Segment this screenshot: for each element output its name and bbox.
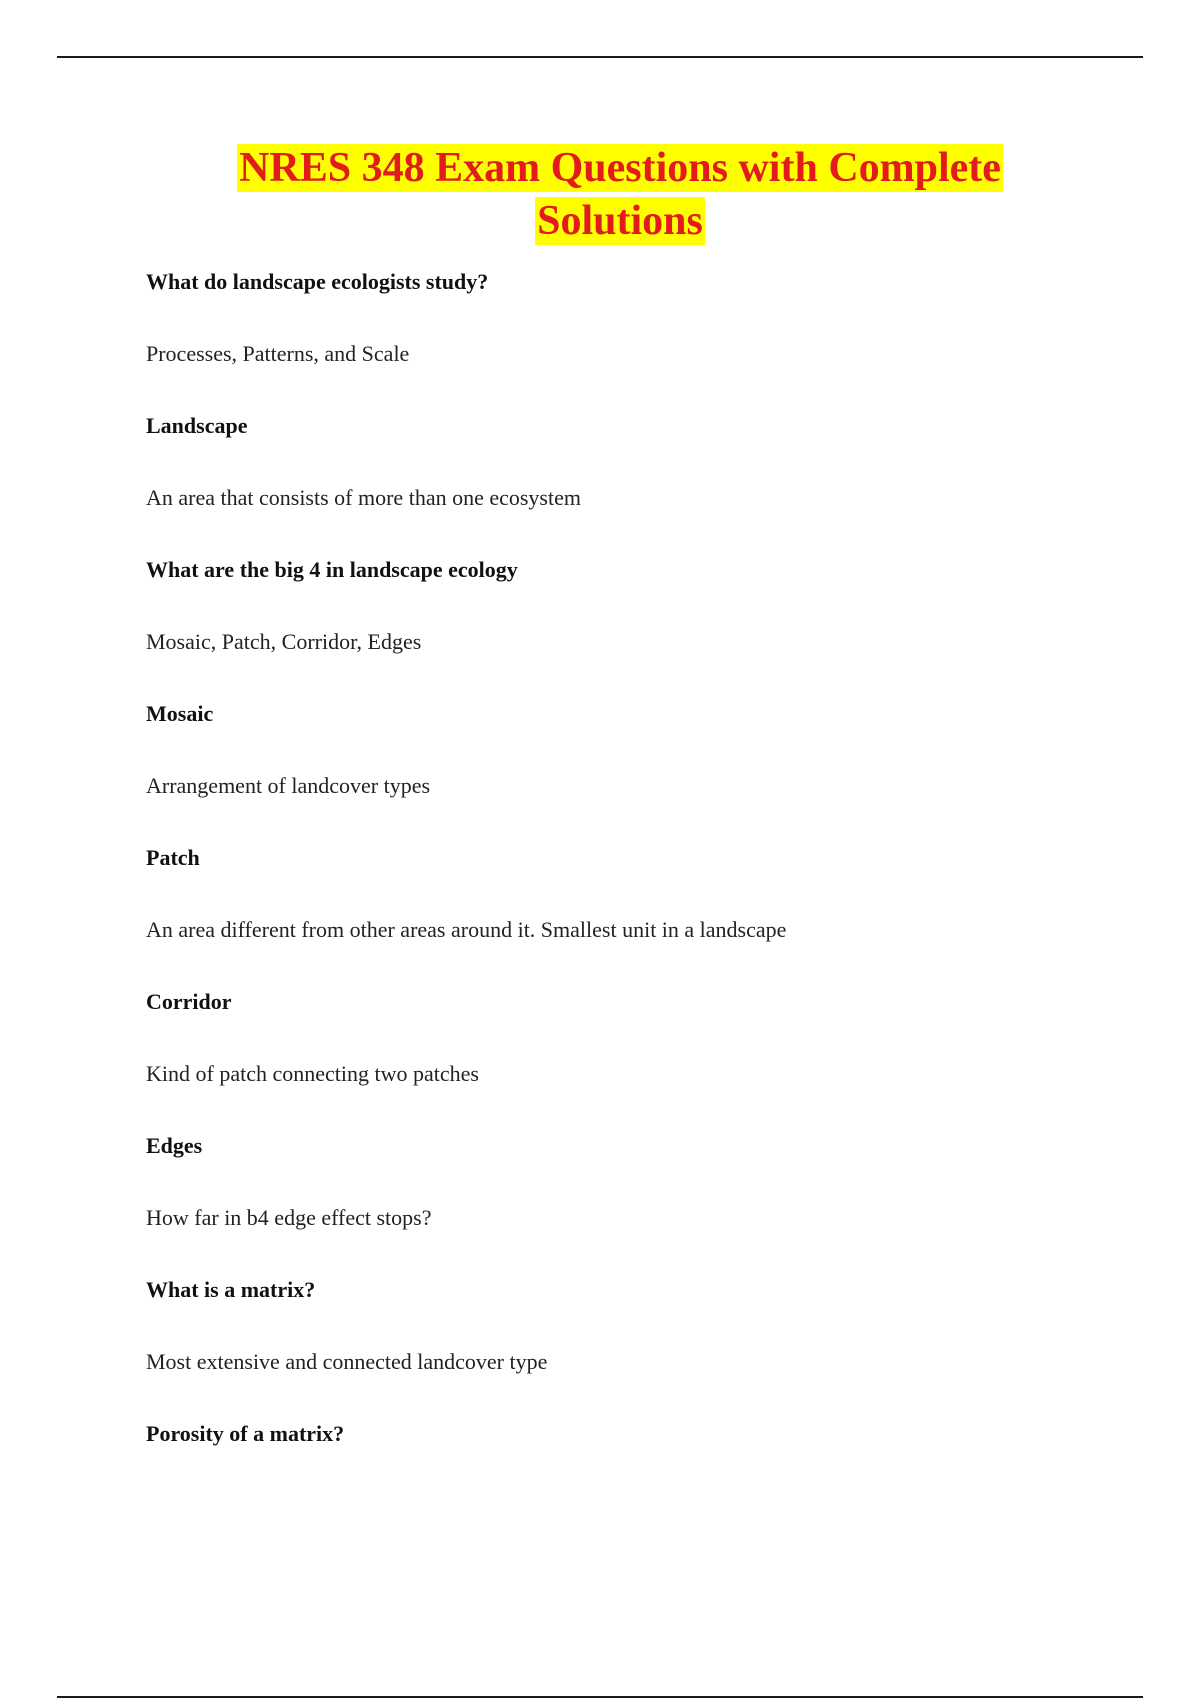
question-text: Edges (146, 1133, 203, 1158)
question-text: What are the big 4 in landscape ecology (146, 557, 518, 582)
answer-text: Kind of patch connecting two patches (146, 1061, 479, 1086)
qa-item (146, 694, 1146, 838)
answer-text: Arrangement of landcover types (146, 773, 431, 798)
qa-item (146, 1270, 1146, 1414)
question-text: Porosity of a matrix? (146, 1421, 345, 1446)
question-text: Patch (146, 845, 200, 870)
qa-item (146, 406, 1146, 550)
title-line-1: NRES 348 Exam Questions with Complete (239, 145, 1001, 191)
qa-list (146, 262, 1146, 1486)
question-text: What is a matrix? (146, 1277, 316, 1302)
footer-rule (57, 1696, 1143, 1698)
qa-item (146, 838, 1146, 982)
qa-item (146, 982, 1146, 1126)
answer-text: Most extensive and connected landcover type (146, 1349, 548, 1374)
document-title (160, 142, 1080, 248)
answer-text: How far in b4 edge effect stops? (146, 1205, 432, 1230)
answer-text: An area that consists of more than one ecosystem (146, 485, 581, 510)
qa-item (146, 550, 1146, 694)
question-text: Mosaic (146, 701, 214, 726)
qa-item (146, 262, 1146, 406)
qa-item (146, 1126, 1146, 1270)
question-text: What do landscape ecologists study? (146, 269, 489, 294)
title-line-2: Solutions (537, 198, 703, 244)
answer-text: Mosaic, Patch, Corridor, Edges (146, 629, 422, 654)
answer-text: An area different from other areas around it. Smallest unit in a landscape (146, 917, 787, 942)
answer-text: Processes, Patterns, and Scale (146, 341, 410, 366)
question-text: Landscape (146, 413, 248, 438)
header-rule (57, 56, 1143, 58)
question-text: Corridor (146, 989, 232, 1014)
qa-item (146, 1414, 1146, 1486)
